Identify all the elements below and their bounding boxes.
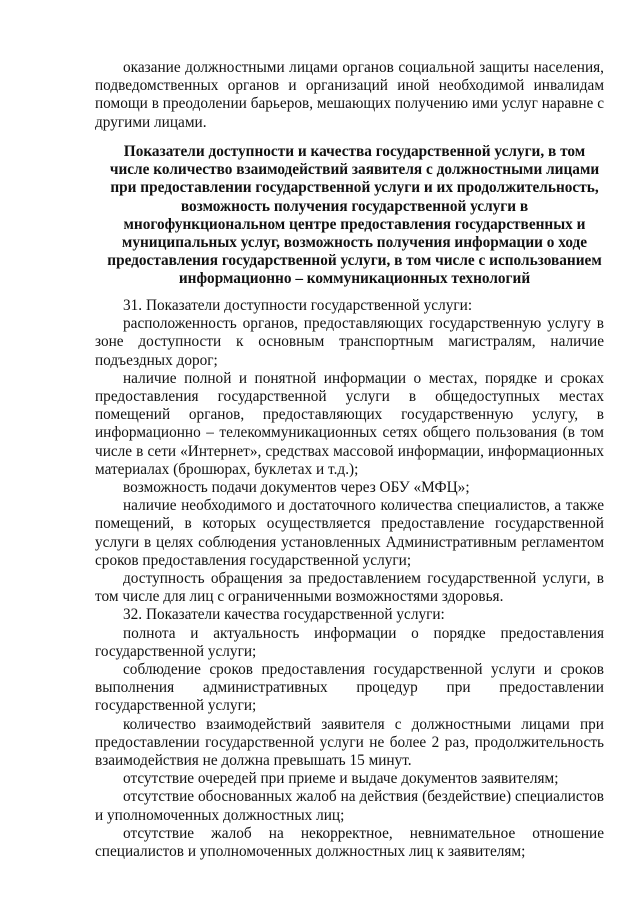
paragraph: количество взаимодействий заявителя с должностными лицами при предоставлении государственной услуги не более 2 раз, продолжительность взаимодействия не должна превышать 15 минут.	[95, 715, 604, 770]
paragraph-31-title: 31. Показатели доступности государственной услуги:	[123, 297, 473, 314]
paragraph: возможность подачи документов через ОБУ «МФЦ»;	[123, 479, 470, 497]
main-text	[95, 297, 604, 861]
paragraph: наличие необходимого и достаточного количества специалистов, а также помещений, в которых осуществляется предоставление государственной услуги в целях соблюдения установленных Административным регламентом сроков предоставления государственной услуги;	[95, 497, 604, 569]
paragraph: полнота и актуальность информации о порядке предоставления государственной услуги;	[95, 624, 604, 660]
paragraph: отсутствие очередей при приеме и выдаче документов заявителям;	[123, 770, 559, 788]
paragraph: расположенность органов, предоставляющих государственную услугу в зоне доступности к основным транспортным магистралям, наличие подъездных дорог;	[95, 315, 604, 369]
paragraph: доступность обращения за предоставлением государственной услуги, в том числе для лиц с ограниченными возможностями здоровья.	[95, 570, 604, 606]
paragraph: наличие полной и понятной информации о местах, порядке и сроках предоставления государственной услуги в общедоступных местах помещений органов, предоставляющих государственную услугу, в информационно – телекоммуникационных сетях общего пользования (в том числе в сети «Интернет», средствах массовой информации, информационных материалах (брошюрах, буклетах и т.д.);	[95, 369, 604, 478]
intro-block	[95, 59, 604, 132]
section-heading: Показатели доступности и качества государственной услуги, в том числе количество взаимодействий заявителя с должностными лицами при предоставлении государственной услуги и их продолжительность, возможность получения государственной услуги в многофункциональном центре предоставления государственных и муниципальных услуг, возможность получения информации о ходе предоставления государственной услуги, в том числе с использованием информационно – коммуникационных технологий	[107, 143, 602, 288]
intro-paragraph: оказание должностными лицами органов социальной защиты населения, подведомственных органов и организаций иной необходимой инвалидам помощи в преодолении барьеров, мешающих получению ими услуг наравне с другими лицами.	[95, 59, 604, 131]
paragraph: отсутствие обоснованных жалоб на действия (бездействие) специалистов и уполномоченных должностных лиц;	[95, 788, 604, 824]
paragraph: отсутствие жалоб на некорректное, невнимательное отношение специалистов и уполномоченных должностных лиц к заявителям;	[95, 824, 604, 861]
paragraph-32-title: 32. Показатели качества государственной услуги:	[123, 606, 445, 624]
paragraph: соблюдение сроков предоставления государственной услуги и сроков выполнения административных процедур при предоставлении государственной услуги;	[95, 661, 604, 715]
